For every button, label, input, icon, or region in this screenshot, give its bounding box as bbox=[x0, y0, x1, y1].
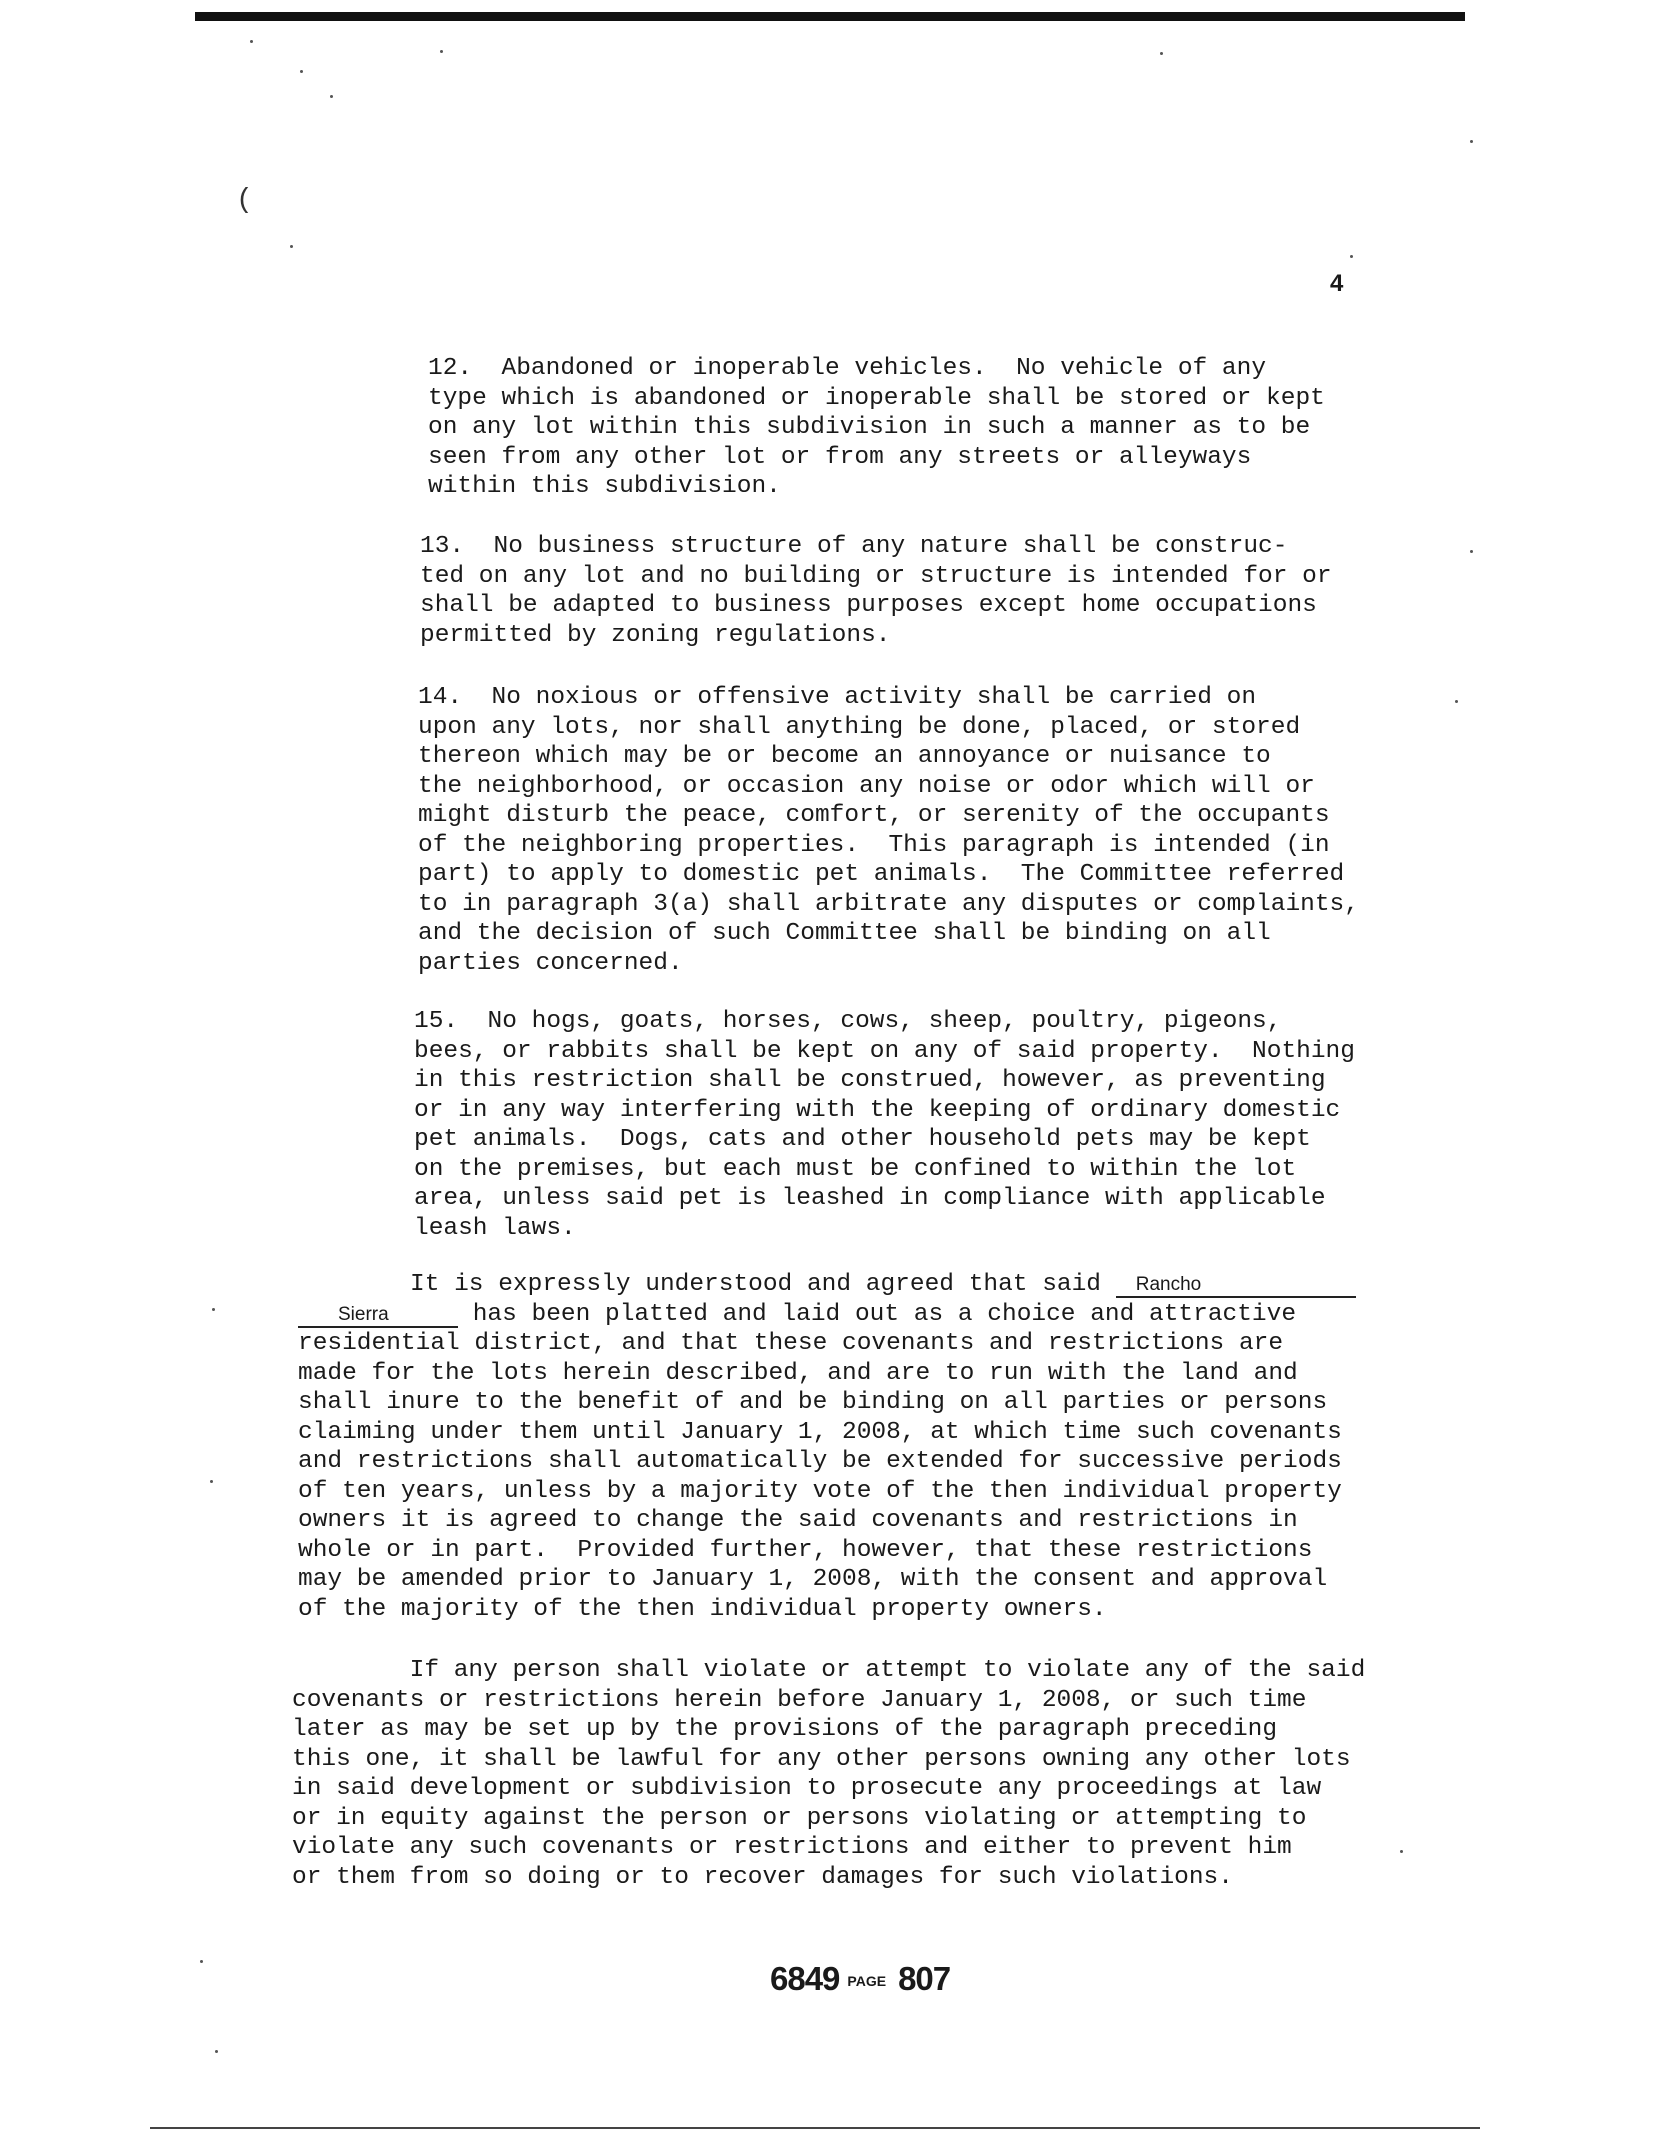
book-number: 6849 bbox=[770, 1960, 840, 1997]
scan-speck bbox=[1350, 255, 1353, 258]
violation-enforcement-paragraph: If any person shall violate or attempt to violate any of the said covenants or restrictions herein before January 1, 2008, or such time later as may be set up by the provisions of the paragraph preceding this one, it shall be lawful for any other persons owning any other lots in said development or subdivision to prosecute any proceedings at law or in equity against the person or persons violating or attempting to violate any such covenants or restrictions and either to prevent him or them from so doing or to recover damages for such violations. bbox=[292, 1657, 1366, 1891]
top-border-rule bbox=[195, 12, 1465, 21]
subdivision-name-fill-1: Rancho bbox=[1116, 1274, 1356, 1298]
paragraph-12: 12. Abandoned or inoperable vehicles. No vehicle of any type which is abandoned or inoperable shall be stored or kept on any lot within this subdivision in such a manner as to be seen from any other lot or from any streets or alleyways within this subdivision. bbox=[428, 355, 1325, 500]
scan-speck bbox=[212, 1308, 215, 1311]
scan-speck bbox=[1400, 1850, 1403, 1853]
covenant-after-fill-text: has been platted and laid out as a choice and attractive bbox=[458, 1300, 1297, 1328]
scan-speck bbox=[215, 2050, 218, 2053]
page-label: PAGE bbox=[847, 1973, 887, 1990]
scan-speck bbox=[250, 40, 253, 43]
scan-speck bbox=[1470, 140, 1473, 143]
scan-speck bbox=[200, 1960, 203, 1963]
paragraph-14: 14. No noxious or offensive activity shall be carried on upon any lots, nor shall anything be done, placed, or stored thereon which may be or become an annoyance or nuisance to the neighborhood, or occasion any noise or odor which will or might disturb the peace, comfort, or serenity of the occupants of the neighboring properties. This paragraph is intended (in part) to apply to domestic pet animals. The Committee referred to in paragraph 3(a) shall arbitrate any disputes or complaints, and the decision of such Committee shall be binding on all parties concerned. bbox=[418, 684, 1359, 977]
covenant-intro-text: It is expressly understood and agreed that said bbox=[410, 1271, 1116, 1298]
scan-speck bbox=[290, 245, 293, 248]
covenant-duration-paragraph bbox=[298, 1270, 1356, 1624]
scan-speck bbox=[210, 1480, 213, 1483]
bottom-border-rule bbox=[150, 2127, 1480, 2129]
scan-speck bbox=[1160, 52, 1163, 55]
subdivision-name-fill-2: Sierra bbox=[298, 1304, 458, 1328]
paragraph-13: 13. No business structure of any nature shall be construc- ted on any lot and no building or structure is intended for or shall be adapted to business purposes except home occupations permitted by zoning regulations. bbox=[420, 533, 1332, 649]
paragraph-15: 15. No hogs, goats, horses, cows, sheep, poultry, pigeons, bees, or rabbits shall be kept on any of said property. Nothing in this restriction shall be construed, however, as preventing or in any way interfering with the keeping of ordinary domestic pet animals. Dogs, cats and other household pets may be kept on the premises, but each must be confined to within the lot area, unless said pet is leashed in compliance with applicable leash laws. bbox=[414, 1008, 1355, 1242]
recorded-page-number: 807 bbox=[898, 1960, 951, 1997]
covenant-body-text: residential district, and that these covenants and restrictions are made for the lots herein described, and are to run with the land and shall inure to the benefit of and be binding on all parties or persons claiming under them until January 1, 2008, at which time such covenants and restrictions shall automatically be extended for successive periods of ten years, unless by a majority vote of the then individual property owners it is agreed to change the said covenants and restrictions in whole or in part. Provided further, however, that these restrictions may be amended prior to January 1, 2008, with the consent and approval of the majority of the then individual property owners. bbox=[298, 1330, 1342, 1623]
scan-speck bbox=[440, 50, 443, 53]
scan-speck bbox=[300, 70, 303, 73]
scan-speck bbox=[1455, 700, 1458, 703]
recording-stamp bbox=[770, 1960, 950, 1998]
scan-speck bbox=[330, 95, 333, 98]
scan-speck bbox=[1470, 550, 1473, 553]
margin-mark: ( bbox=[236, 185, 253, 216]
page-number: 4 bbox=[1330, 270, 1344, 297]
